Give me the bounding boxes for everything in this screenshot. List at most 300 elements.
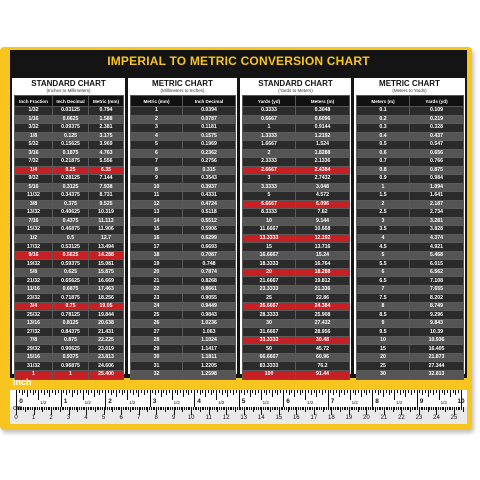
table-cell: 20.638 <box>89 319 124 328</box>
table-cell: 11.6667 <box>243 226 296 235</box>
inch-tick <box>74 390 75 393</box>
mm-tick <box>65 407 66 410</box>
cm-number: 1 <box>31 415 36 421</box>
table-cell: 0.8661 <box>183 285 236 294</box>
mm-tick <box>254 407 255 410</box>
half-inch-label: 1/2 <box>396 400 403 405</box>
mm-tick <box>428 407 429 412</box>
mm-tick <box>258 407 259 410</box>
table-cell: 23 <box>131 294 183 303</box>
mm-tick <box>160 407 161 410</box>
table-cell: 0.875 <box>410 166 464 175</box>
mm-tick <box>56 407 57 410</box>
table-row <box>243 268 350 277</box>
table-row <box>15 319 124 328</box>
inch-tick <box>130 390 131 393</box>
table-row <box>243 294 350 303</box>
table-row <box>15 345 124 354</box>
mm-tick <box>184 407 185 410</box>
table-cell: 16.669 <box>89 277 124 286</box>
cm-number: 11 <box>205 415 212 421</box>
table-row <box>357 328 464 337</box>
table-cell: 0.9843 <box>183 311 236 320</box>
mm-tick <box>133 407 134 410</box>
mm-tick <box>275 407 276 410</box>
inch-number: 5 <box>241 398 246 405</box>
table-row <box>357 370 464 379</box>
mm-tick <box>195 407 196 410</box>
mm-tick <box>62 407 63 410</box>
mm-tick <box>321 407 322 410</box>
cm-number: 4 <box>84 415 88 421</box>
cm-label: cm <box>13 405 23 412</box>
inch-tick <box>439 390 440 400</box>
table-row <box>243 175 350 184</box>
mm-tick <box>203 407 204 410</box>
mm-tick <box>210 407 211 410</box>
mm-tick <box>202 407 203 410</box>
mm-tick <box>459 407 460 410</box>
mm-tick <box>168 407 169 410</box>
table-row <box>243 141 350 150</box>
table-cell: 0.1575 <box>183 132 236 141</box>
mm-tick <box>412 407 413 410</box>
mm-tick <box>105 407 106 410</box>
table-cell: 5.468 <box>410 251 464 260</box>
inch-number: 3 <box>152 398 157 405</box>
mm-tick <box>442 407 443 410</box>
table-row <box>15 294 124 303</box>
table-cell: 13.716 <box>296 243 350 252</box>
table-row <box>15 175 124 184</box>
inch-tick <box>177 390 178 395</box>
table-row <box>357 192 464 201</box>
mm-tick <box>249 407 250 410</box>
table-cell: 0.53125 <box>53 243 89 252</box>
mm-tick <box>23 407 24 410</box>
table-cell: 1 <box>357 183 410 192</box>
inch-tick <box>419 390 420 393</box>
mm-tick <box>443 407 444 410</box>
mm-tick <box>140 407 141 410</box>
mm-tick <box>312 407 313 410</box>
table-cell: 1.641 <box>410 192 464 201</box>
inch-tick <box>252 390 253 393</box>
table-row <box>357 183 464 192</box>
table-cell: 26 <box>131 319 183 328</box>
mm-tick <box>53 407 54 410</box>
mm-tick <box>375 407 376 412</box>
cm-number: 19 <box>345 415 353 421</box>
conversion-chart-sheet <box>0 47 472 430</box>
mm-tick <box>452 407 453 410</box>
table-cell: 0.6096 <box>296 115 350 124</box>
table-cell: 13/16 <box>15 319 53 328</box>
table-row <box>15 277 124 286</box>
inch-tick <box>341 390 342 393</box>
table-row <box>243 209 350 218</box>
mm-tick <box>182 407 183 412</box>
inch-tick <box>225 390 226 393</box>
cm-number: 13 <box>240 415 248 421</box>
mm-tick <box>30 407 31 410</box>
table-cell: 7.5 <box>357 294 410 303</box>
inch-tick <box>277 390 278 395</box>
table-cell: 3 <box>131 124 183 133</box>
table-cell: 15 <box>243 243 296 252</box>
table-cell: 0.7087 <box>183 251 236 260</box>
inch-tick <box>113 390 114 393</box>
table-cell: 6 <box>131 149 183 158</box>
yards-to-meters-table <box>242 95 350 380</box>
table-cell: 5 <box>131 141 183 150</box>
mm-tick <box>189 407 190 410</box>
table-row <box>357 362 464 371</box>
table-row <box>131 311 236 320</box>
table-row <box>243 285 350 294</box>
inch-tick <box>272 390 273 397</box>
table-cell: 21.873 <box>410 353 464 362</box>
mm-tick <box>97 407 98 410</box>
mm-tick <box>191 407 192 415</box>
table-cell: 19/32 <box>15 260 53 269</box>
mm-tick <box>438 407 439 410</box>
mm-tick <box>224 407 225 410</box>
inch-tick <box>150 390 151 407</box>
table-cell: 30 <box>357 370 410 379</box>
mm-tick <box>289 407 290 410</box>
inch-tick <box>172 390 173 400</box>
mm-tick <box>237 407 238 410</box>
inch-tick <box>230 390 231 393</box>
table-cell: 20 <box>243 268 296 277</box>
table-row <box>131 175 236 184</box>
table-cell: 10.319 <box>89 209 124 218</box>
table-cell: 1.1811 <box>183 353 236 362</box>
inch-tick <box>314 390 315 393</box>
mm-tick <box>305 407 306 412</box>
inch-tick <box>397 390 398 393</box>
inch-tick <box>425 390 426 393</box>
table-row <box>15 353 124 362</box>
table-row <box>243 251 350 260</box>
mm-tick <box>351 407 352 410</box>
table-cell: 0.984 <box>410 175 464 184</box>
cm-number: 10 <box>187 415 195 421</box>
table-cell: 8.202 <box>410 294 464 303</box>
mm-tick <box>396 407 397 410</box>
cm-number: 12 <box>222 415 230 421</box>
mm-tick <box>296 407 297 415</box>
mm-tick <box>51 407 52 415</box>
mm-tick <box>454 407 455 415</box>
mm-tick <box>63 407 64 410</box>
inch-tick <box>239 390 240 407</box>
mm-tick <box>55 407 56 410</box>
mm-tick <box>293 407 294 410</box>
table-row <box>243 132 350 141</box>
mm-tick <box>429 407 430 410</box>
mm-tick <box>123 407 124 410</box>
inch-tick <box>378 390 379 395</box>
table-cell: 0.3543 <box>183 175 236 184</box>
table-row <box>15 132 124 141</box>
table-cell: 1/16 <box>15 115 53 124</box>
cm-number: 5 <box>101 415 106 421</box>
table-row <box>131 183 236 192</box>
table-cell: 0.3937 <box>183 183 236 192</box>
inches-to-mm-chart <box>12 78 125 378</box>
mm-tick <box>32 407 33 410</box>
inch-tick <box>294 390 295 397</box>
inch-number: 9 <box>419 398 424 405</box>
column-header: Inch Decimal <box>53 96 89 107</box>
table-row <box>243 149 350 158</box>
mm-tick <box>37 407 38 410</box>
table-cell: 0.09375 <box>53 124 89 133</box>
column-header: Inch Decimal <box>183 96 236 107</box>
table-cell: 13/32 <box>15 209 53 218</box>
column-header: Metric (mm) <box>89 96 124 107</box>
table-cell: 0.6667 <box>243 115 296 124</box>
table-cell: 0.3048 <box>296 107 350 116</box>
mm-tick <box>186 407 187 410</box>
mm-tick <box>463 407 464 412</box>
table-row <box>131 362 236 371</box>
column-header: Meters (m) <box>296 96 350 107</box>
mm-to-inches-chart <box>128 78 237 378</box>
mm-tick <box>200 407 201 412</box>
mm-tick <box>104 407 105 415</box>
table-row <box>357 166 464 175</box>
table-cell: 4.921 <box>410 243 464 252</box>
half-inch-label: 1/2 <box>129 400 136 405</box>
table-row <box>15 328 124 337</box>
mm-tick <box>268 407 269 410</box>
table-cell: 2.6667 <box>243 166 296 175</box>
table-row <box>243 302 350 311</box>
mm-tick <box>319 407 320 410</box>
mm-tick <box>58 407 59 410</box>
mm-tick <box>274 407 275 410</box>
table-cell: 6.096 <box>296 200 350 209</box>
table-cell: 0.6299 <box>183 234 236 243</box>
table-cell: 3.5 <box>357 226 410 235</box>
mm-tick <box>267 407 268 410</box>
table-cell: 13.3333 <box>243 234 296 243</box>
mm-tick <box>263 407 264 410</box>
mm-tick <box>352 407 353 410</box>
table-row <box>15 243 124 252</box>
table-cell: 0.375 <box>53 200 89 209</box>
table-cell: 0.03125 <box>53 107 89 116</box>
table-cell: 0.315 <box>183 166 236 175</box>
table-cell: 1.1024 <box>183 336 236 345</box>
table-cell: 31/32 <box>15 362 53 371</box>
table-cell: 2.187 <box>410 200 464 209</box>
mm-tick <box>132 407 133 410</box>
inch-tick <box>372 390 373 407</box>
table-cell: 0.5 <box>53 234 89 243</box>
table-row <box>357 243 464 252</box>
table-row <box>243 336 350 345</box>
mm-tick <box>251 407 252 410</box>
table-cell: 21/32 <box>15 277 53 286</box>
table-cell: 0.8268 <box>183 277 236 286</box>
inch-tick <box>169 390 170 393</box>
inch-tick <box>308 390 309 393</box>
inch-tick <box>450 390 451 397</box>
table-row <box>357 345 464 354</box>
table-cell: 0.75 <box>53 302 89 311</box>
inch-tick <box>455 390 456 395</box>
inch-tick <box>102 390 103 393</box>
table-cell: 18.288 <box>296 268 350 277</box>
mm-tick <box>316 407 317 410</box>
mm-tick <box>415 407 416 410</box>
table-cell: 17/32 <box>15 243 53 252</box>
table-cell: 66.6667 <box>243 353 296 362</box>
inch-tick <box>116 390 117 397</box>
inch-tick <box>364 390 365 393</box>
inch-tick <box>430 390 431 393</box>
table-cell: 1.2598 <box>183 370 236 379</box>
inch-tick <box>69 390 70 393</box>
mm-tick <box>272 407 273 410</box>
table-cell: 0.328 <box>410 124 464 133</box>
table-cell: 29/32 <box>15 345 53 354</box>
table-cell: 0.6875 <box>53 285 89 294</box>
table-cell: 9 <box>131 175 183 184</box>
table-cell: 11.113 <box>89 217 124 226</box>
mm-tick <box>98 407 99 410</box>
table-row <box>243 362 350 371</box>
table-row <box>243 243 350 252</box>
inch-tick <box>386 390 387 393</box>
mm-tick <box>167 407 168 410</box>
mm-tick <box>246 407 247 410</box>
table-cell: 2.7432 <box>296 175 350 184</box>
inch-tick <box>105 390 106 407</box>
mm-tick <box>205 407 206 410</box>
mm-tick <box>307 407 308 410</box>
inch-tick <box>422 390 423 395</box>
table-cell: 2.3333 <box>243 158 296 167</box>
table-cell: 27.432 <box>296 319 350 328</box>
mm-tick <box>370 407 371 410</box>
meters-to-yards-table <box>356 95 464 380</box>
mm-tick <box>256 407 257 410</box>
inch-tick <box>202 390 203 393</box>
mm-tick <box>193 407 194 410</box>
inch-number: 6 <box>286 398 290 405</box>
inch-tick <box>275 390 276 393</box>
inch-tick <box>219 390 220 393</box>
inch-tick <box>375 390 376 393</box>
table-row <box>357 217 464 226</box>
mm-tick <box>247 407 248 410</box>
table-cell: 8.731 <box>89 192 124 201</box>
table-cell: 25 <box>357 362 410 371</box>
table-cell: 0.90625 <box>53 345 89 354</box>
cm-number: 25 <box>450 415 458 421</box>
table-cell: 0.3125 <box>53 183 89 192</box>
table-cell: 0.794 <box>89 107 124 116</box>
inch-tick <box>344 390 345 395</box>
inch-tick <box>414 390 415 393</box>
cm-number: 20 <box>363 415 370 421</box>
inch-tick <box>205 390 206 397</box>
mm-tick <box>303 407 304 410</box>
mm-tick <box>401 407 402 415</box>
inch-tick <box>400 390 401 395</box>
table-cell: 30 <box>131 353 183 362</box>
column-header: Metric (mm) <box>131 96 183 107</box>
table-row <box>131 107 236 116</box>
inch-tick <box>333 390 334 395</box>
mm-tick <box>111 407 112 410</box>
table-cell: 0.0394 <box>183 107 236 116</box>
mm-tick <box>91 407 92 410</box>
mm-tick <box>421 407 422 410</box>
mm-tick <box>398 407 399 410</box>
table-cell: 24.606 <box>89 362 124 371</box>
mm-tick <box>279 407 280 415</box>
yards-to-meters-chart <box>240 78 351 378</box>
inch-number: 8 <box>375 398 379 405</box>
table-cell: 0.1181 <box>183 124 236 133</box>
mm-tick <box>405 407 406 410</box>
table-cell: 18 <box>131 251 183 260</box>
inch-tick <box>194 390 195 407</box>
table-cell: 1/2 <box>15 234 53 243</box>
mm-tick <box>349 407 350 415</box>
table-cell: 0.9375 <box>53 353 89 362</box>
mm-tick <box>458 407 459 410</box>
inch-tick <box>222 390 223 395</box>
inch-tick <box>166 390 167 395</box>
inch-tick <box>72 390 73 397</box>
table-cell: 7/32 <box>15 158 53 167</box>
mm-tick <box>223 407 224 410</box>
mm-tick <box>126 407 127 410</box>
mm-tick <box>177 407 178 410</box>
table-cell: 12.7 <box>89 234 124 243</box>
table-cell: 0.437 <box>410 132 464 141</box>
table-row <box>243 328 350 337</box>
table-cell: 0.96875 <box>53 362 89 371</box>
table-row <box>131 370 236 379</box>
table-cell: 32.813 <box>410 370 464 379</box>
table-row <box>243 107 350 116</box>
mm-tick <box>170 407 171 410</box>
table-row <box>131 353 236 362</box>
inch-tick <box>405 390 406 397</box>
table-cell: 8.3333 <box>243 209 296 218</box>
table-row <box>357 115 464 124</box>
table-cell: 0.4331 <box>183 192 236 201</box>
table-cell: 2.734 <box>410 209 464 218</box>
table-cell: 0.8125 <box>53 319 89 328</box>
table-cell: 1/32 <box>15 107 53 116</box>
inch-tick <box>30 390 31 393</box>
cm-number: 9 <box>172 415 176 421</box>
inch-tick <box>188 390 189 395</box>
half-inch-label: 1/2 <box>173 400 180 405</box>
table-row <box>243 260 350 269</box>
table-cell: 0.109 <box>410 107 464 116</box>
table-cell: 8.5 <box>357 311 410 320</box>
